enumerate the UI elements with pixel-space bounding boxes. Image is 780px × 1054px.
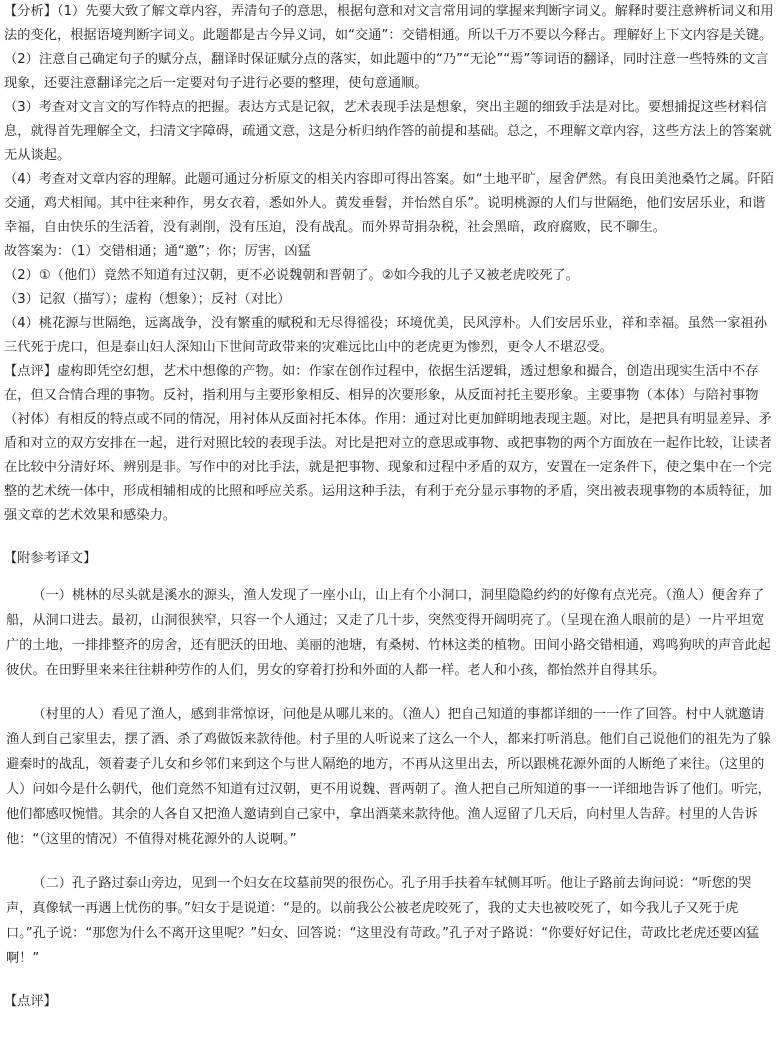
analysis-point-3: （3）考查对文言文的写作特点的把握。表达方式是记叙，艺术表现手法是想象，突出主题的细致手法是对比。要想捕捉这些材料信息，就得首先理解全文，扫清文字障碍，疏通文意，这是分析归纳作答的前提和基础。总之，不理解文章内容，这些方法上的答案就无从谈起。 bbox=[4, 100, 772, 163]
analysis-section bbox=[4, 0, 776, 528]
translation-paragraph-1: （一）桃林的尽头就是溪水的源头，渔人发现了一座小山，山上有个小洞口，洞里隐隐约约的好像有点光亮。（渔人）便舍弃了船，从洞口进去。最初，山洞很狭窄，只容一个人通过；又走了几十步，突然变得开阔明亮了。（呈现在渔人眼前的是）一片平坦宽广的土地，一排排整齐的房舍，还有肥沃的田地、美丽的池塘，有桑树、竹林这类的植物。田间小路交错相通，鸡鸣狗吠的声音此起彼伏。在田野里来来往往耕种劳作的人们，男女的穿着打扮和外面的人都一样。老人和小孩，都怡然并自得其乐。 bbox=[6, 588, 771, 678]
translation-paragraph-3: （二）孔子路过泰山旁边，见到一个妇女在坟墓前哭的很伤心。孔子用手扶着车轼侧耳听。他让子路前去询问说：“听您的哭声，真像轼一再遇上忧伤的事。”妇女于是说道：“是的。以前我公公被老虎咬死了，我的丈夫也被咬死了，如今我儿子又死于虎口。”孔子说：“那您为什么不离开这里呢？”妇女、回答说：“这里没有苛政。”孔子对子路说：“你要好好记住，苛政比老虎还要凶猛啊！” bbox=[6, 876, 760, 966]
comment-paragraph: 【点评】虚构即凭空幻想，艺术中想像的产物。如：作家在创作过程中，依据生活逻辑，透过想象和撮合，创造出现实生活中不存在，但又合情合理的事物。反衬，指利用与主要形象相反、相异的次要形象，从反面衬托主要形象。主要事物（本体）与陪衬事物（衬体）有相反的特点或不同的情况，用衬体从反面衬托本体。作用：通过对比更加鲜明地表现主题。对比，是把具有明显差异、矛盾和对立的双方安排在一起，进行对照比较的表现手法。对比是把对立的意思或事物、或把事物的两个方面放在一起作比较，让读者在比较中分清好坏、辨别是非。写作中的对比手法，就是把事物、现象和过程中矛盾的双方，安置在一定条件下，使之集中在一个完整的艺术统一体中，形成相辅相成的比照和呼应关系。运用这种手法，有利于充分显示事物的矛盾，突出被表现事物的本质特征，加强文章的艺术效果和感染力。 bbox=[4, 364, 772, 523]
answer-line-2: （2）①（他们）竟然不知道有过汉朝，更不必说魏朝和晋朝了。②如今我的儿子又被老虎咬死了。 bbox=[4, 268, 579, 283]
answer-line-4: （4）桃花源与世隔绝，远离战争，没有繁重的赋税和无尽得徭役；环境优美，民风淳朴。人们安居乐业，祥和幸福。虽然一家祖孙三代死于虎口，但是泰山妇人深知山下世间苛政带来的灾难远比山中的老虎更为惨烈，更令人不堪忍受。 bbox=[4, 316, 767, 355]
translation-title: 【附参考译文】 bbox=[4, 551, 97, 566]
answer-line-1: 故答案为：（1）交错相通；通“邀”；你；厉害，凶猛 bbox=[4, 244, 311, 259]
translation-paragraph-2: （村里的人）看见了渔人，感到非常惊讶，问他是从哪儿来的。（渔人）把自己知道的事都详细的一一作了回答。村中人就邀请渔人到自己家里去，摆了酒、杀了鸡做饭来款待他。村子里的人听说来了这么一个人，都来打听消息。他们自己说他们的祖先为了躲避秦时的战乱，领着妻子儿女和乡邻们来到这个与世人隔绝的地方，不再从这里出去，所以跟桃花源外面的人断绝了来往。（这里的人）问如今是什么朝代，他们竟然不知道有过汉朝，更不用说魏、晋两朝了。渔人把自己所知道的事一一详细地告诉了他们。听完，他们都感叹惋惜。其余的人各自又把渔人邀请到自己家中，拿出酒菜来款待他。渔人逗留了几天后，向村里人告辞。村里的人告诉他：“（这里的情况）不值得对桃花源外的人说啊。” bbox=[6, 707, 771, 847]
analysis-point-1: 【分析】（1）先要大致了解文章内容，弄清句子的意思，根据句意和对文言常用词的掌握来判断字词义。解释时要注意辨析词义和用法的变化，根据语境判断字词义。此题都是古今异义词，如“交通”：交错相通。所以千万不要以今释古。理解好上下文内容是关键。 bbox=[4, 4, 774, 43]
analysis-point-4: （4）考查对文章内容的理解。此题可通过分析原文的相关内容即可得出答案。如“土地平旷，屋舍俨然。有良田美池桑竹之属。阡陌交通，鸡犬相闻。其中往来种作，男女衣着，悉如外人。黄发垂髫，并怡然自乐”。说明桃源的人们与世隔绝，他们安居乐业，和谐幸福，自由快乐的生活着，没有剥削，没有压迫，没有战乱。而外界苛捐杂税，社会黑暗，政府腐败，民不聊生。 bbox=[4, 172, 774, 235]
analysis-point-2: （2）注意自己确定句子的赋分点，翻译时保证赋分点的落实，如此题中的“乃”“无论”“焉”等词语的翻译，同时注意一些特殊的文言现象，还要注意翻译完之后一定要对句子进行必要的整理，使句意通顺。 bbox=[4, 52, 769, 91]
final-comment-label: 【点评】 bbox=[4, 994, 57, 1009]
answer-line-3: （3）记叙（描写）；虚构（想象）；反衬（对比） bbox=[4, 292, 291, 307]
